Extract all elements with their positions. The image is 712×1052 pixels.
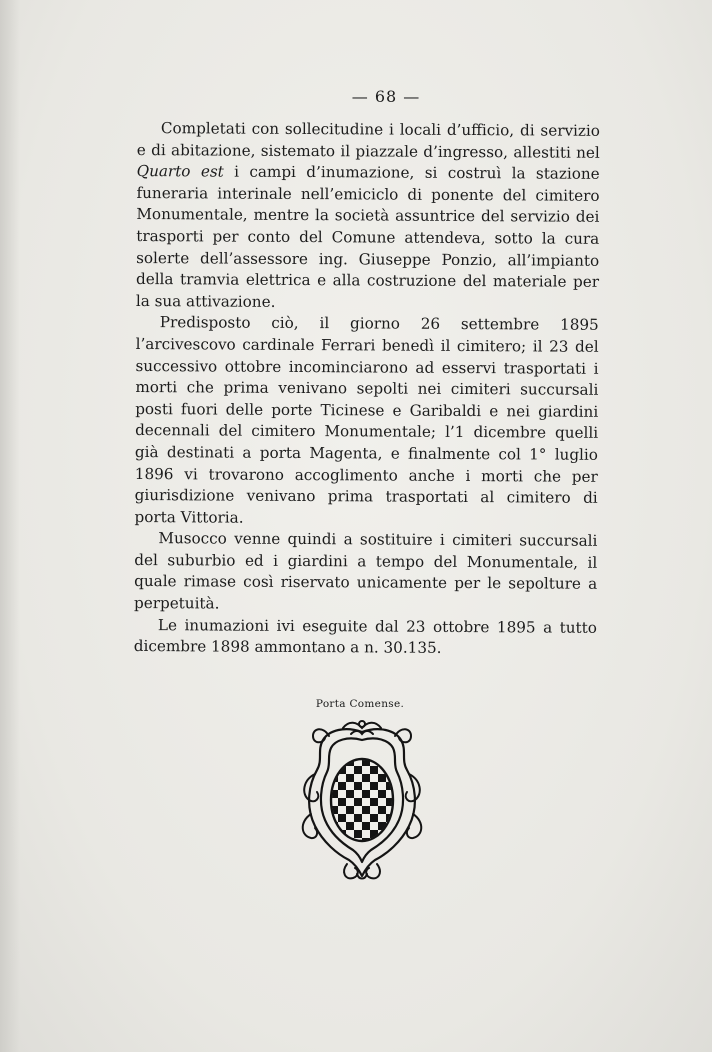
paragraph-4: Le inumazioni ivi eseguite dal 23 ottobre 1895 a tutto dicembre 1898 ammontano a n. 30.135. — [133, 615, 597, 658]
checker-square — [362, 790, 370, 798]
paragraph-1-italic-text: Quarto est — [136, 162, 224, 181]
page-gutter-shadow — [0, 0, 20, 1052]
checker-square — [354, 798, 362, 806]
emblem-caption: Porta Comense. — [315, 698, 405, 710]
checker-square — [378, 790, 386, 798]
checker-square — [370, 766, 378, 774]
checker-square — [386, 766, 394, 774]
checker-square — [362, 774, 370, 782]
page-number: — 68 — — [351, 87, 421, 106]
checker-square — [338, 814, 346, 822]
checker-square — [354, 782, 362, 790]
checker-square — [346, 822, 354, 830]
checker-square — [330, 758, 338, 766]
paragraph-2: Predisposto ciò, il giorno 26 settembre 1895 l’arcivescovo cardinale Ferrari benedì il cimitero; il 23 del successivo ottobre incominciarono ad esservi trasportati i morti che prima venivano sepolti nei cimiteri succursali posti fuori delle porte Ticinese e Garibaldi e nei giardini decennali del cimitero Monumentale; l’1 dicembre quelli già destinati a porta Magenta, e finalmente col 1° luglio 1896 vi trovarono accoglimento anche i morti che per giurisdizione venivano prima trasportati al cimitero di porta Vittoria. — [134, 313, 599, 527]
checker-square — [338, 798, 346, 806]
paragraph-1 — [136, 118, 600, 315]
checker-square — [354, 814, 362, 822]
checker-square — [354, 830, 362, 838]
checker-square — [362, 822, 370, 830]
checkered-shield-cartouche-icon — [293, 714, 431, 884]
checker-square — [370, 798, 378, 806]
checker-square — [338, 782, 346, 790]
checker-square — [370, 814, 378, 822]
checker-square — [330, 838, 338, 846]
checker-square — [378, 806, 386, 814]
checker-square — [354, 766, 362, 774]
checker-square — [346, 790, 354, 798]
checker-square — [362, 806, 370, 814]
paragraph-1-text-start: Completati con sollecitudine i locali d’ufficio, di servizio e di abitazione, sistemato il piazzale d’ingresso, allestiti nel — [136, 119, 600, 162]
paragraph-1-text-end: i campi d’inumazione, si costruì la stazione funeraria interinale nell’emiciclo di ponente del cimitero Monumentale, mentre la società assuntrice del servizio dei trasporti per conto del Comune attendeva, sotto la cura solerte dell’assessore ing. Giuseppe Ponzio, all’impianto della tramvia elettrica e alla costruzione del materiale per la sua attivazione. — [135, 162, 600, 311]
checker-square — [370, 782, 378, 790]
checker-square — [346, 774, 354, 782]
checker-square — [378, 774, 386, 782]
checker-square — [346, 806, 354, 814]
body-text — [134, 118, 600, 661]
paragraph-3: Musocco venne quindi a sostituire i cimiteri succursali del suburbio ed i giardini a tempo del Monumentale, il quale rimase così riservato unicamente per le sepolture a perpetuità. — [133, 529, 598, 613]
